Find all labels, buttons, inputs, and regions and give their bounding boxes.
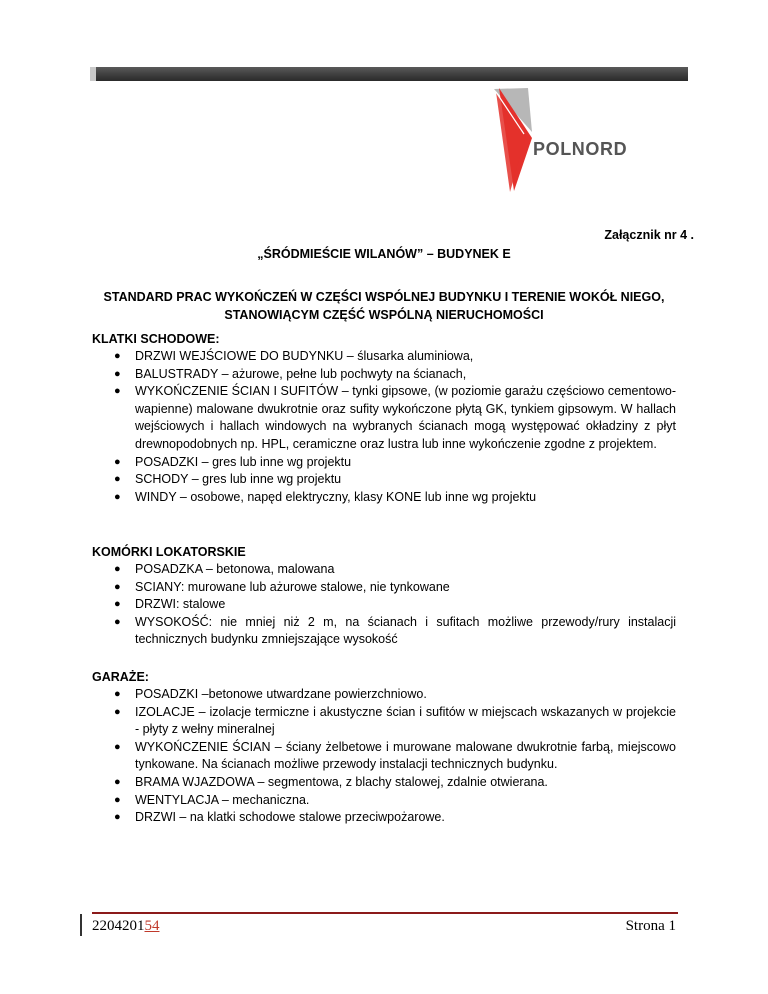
bullet-icon: ● xyxy=(114,688,121,700)
list-item-text: DRZWI WEJŚCIOWE DO BUDYNKU – ślusarka aluminiowa, xyxy=(135,349,474,363)
list-item-text: WYKOŃCZENIE ŚCIAN – ściany żelbetowe i murowane malowane dwukrotnie farbą, miejscowo tynkowane. Na ścianach możliwe przewody instalacji technicznych budynku. xyxy=(135,739,676,772)
section-garaze xyxy=(92,668,676,827)
doc-number-suffix: 54 xyxy=(144,918,160,934)
bullet-icon: ● xyxy=(114,598,121,611)
doc-number-prefix: 2204201 xyxy=(92,918,145,934)
list-item xyxy=(92,739,676,774)
list-item-text: DRZWI – na klatki schodowe stalowe przeciwpożarowe. xyxy=(135,810,445,825)
bullet-icon: ● xyxy=(114,490,121,503)
section-title: KOMÓRKI LOKATORSKIE xyxy=(92,545,246,559)
list-item xyxy=(92,454,676,472)
heading-line-1: STANDARD PRAC WYKOŃCZEŃ W CZĘŚCI WSPÓLNEJ BUDYNKU I TERENIE WOKÓŁ NIEGO, xyxy=(103,290,665,304)
bullet-icon: ● xyxy=(114,367,121,380)
list-item-text: WYKOŃCZENIE ŚCIAN I SUFITÓW – tynki gipsowe, (w poziomie garażu częściowo cementowo-wapienne) malowane dwukrotnie oraz sufity wykończone płytą GK, tynkiem gipsowym. W hallach wejściowych i hallach windowych na wybranych ścianach mogą występować okładziny z płyt drewnopodobnych np. HPL, ceramiczne oraz lustra lub inne wykończenie zgodne z projektem. xyxy=(135,384,676,451)
list-item-text: WINDY – osobowe, napęd elektryczny, klasy KONE lub inne wg projektu xyxy=(135,489,537,504)
document-heading xyxy=(92,288,676,324)
bullet-icon: ● xyxy=(114,385,121,398)
footer-page-label: Strona 1 xyxy=(625,918,676,934)
footer-rule xyxy=(92,912,678,914)
document-title: „ŚRÓDMIEŚCIE WILANÓW” – BUDYNEK E xyxy=(257,247,511,261)
bullet-icon: ● xyxy=(114,563,121,575)
list-item xyxy=(92,383,676,453)
list-item xyxy=(92,489,676,507)
section-title: KLATKI SCHODOWE: xyxy=(92,332,220,346)
list-item-text: SCIANY: murowane lub ażurowe stalowe, nie tynkowane xyxy=(135,579,450,594)
list-item xyxy=(92,579,676,597)
list-item-text: BALUSTRADY – ażurowe, pełne lub pochwyty na ścianach, xyxy=(135,366,467,381)
heading-line-2: STANOWIĄCYM CZĘŚĆ WSPÓLNĄ NIERUCHOMOŚCI xyxy=(224,308,544,322)
list-item-text: SCHODY – gres lub inne wg projektu xyxy=(135,472,342,487)
list-item-text: WENTYLACJA – mechaniczna. xyxy=(135,792,310,807)
list-item xyxy=(92,614,676,649)
list-item-text: IZOLACJE – izolacje termiczne i akustyczne ścian i sufitów w miejscach wskazanych w projekcie - płyty z wełny mineralnej xyxy=(135,704,676,737)
bullet-icon: ● xyxy=(114,811,121,824)
list-item xyxy=(92,792,676,810)
list-item-text: BRAMA WJAZDOWA – segmentowa, z blachy stalowej, zdalnie otwierana. xyxy=(135,774,548,789)
footer-doc-number xyxy=(92,918,160,935)
list-item xyxy=(92,561,676,579)
bullet-icon: ● xyxy=(114,455,121,468)
list-item xyxy=(92,366,676,384)
list-item-text: POSADZKA – betonowa, malowana xyxy=(135,562,335,576)
header-bar xyxy=(92,67,688,81)
list-item xyxy=(92,686,676,704)
bullet-icon: ● xyxy=(114,740,121,753)
list-item xyxy=(92,596,676,614)
footer-margin-bar xyxy=(80,914,82,936)
list-item-text: DRZWI: stalowe xyxy=(135,597,226,612)
bullet-icon: ● xyxy=(114,473,121,486)
list-item-text: WYSOKOŚĆ: nie mniej niż 2 m, na ścianach i sufitach możliwe przewody/rury instalacji technicznych budynku zmniejszające wysokość xyxy=(135,614,676,647)
bullet-icon: ● xyxy=(114,615,121,628)
bullet-icon: ● xyxy=(114,350,121,362)
list-item xyxy=(92,348,676,366)
list-item xyxy=(92,774,676,792)
bullet-icon: ● xyxy=(114,775,121,788)
section-title: GARAŻE: xyxy=(92,670,149,684)
bullet-icon: ● xyxy=(114,793,121,806)
bullet-icon: ● xyxy=(114,705,121,718)
section-komorki-lokatorskie xyxy=(92,543,676,649)
bullet-icon: ● xyxy=(114,580,121,593)
list-item xyxy=(92,471,676,489)
section-klatki-schodowe xyxy=(92,330,676,506)
logo-text: POLNORD xyxy=(533,139,628,159)
list-item xyxy=(92,809,676,827)
list-item-text: POSADZKI – gres lub inne wg projektu xyxy=(135,454,352,469)
list-item-text: POSADZKI –betonowe utwardzane powierzchniowo. xyxy=(135,687,427,701)
list-item xyxy=(92,704,676,739)
attachment-label: Załącznik nr 4 . xyxy=(604,228,694,242)
